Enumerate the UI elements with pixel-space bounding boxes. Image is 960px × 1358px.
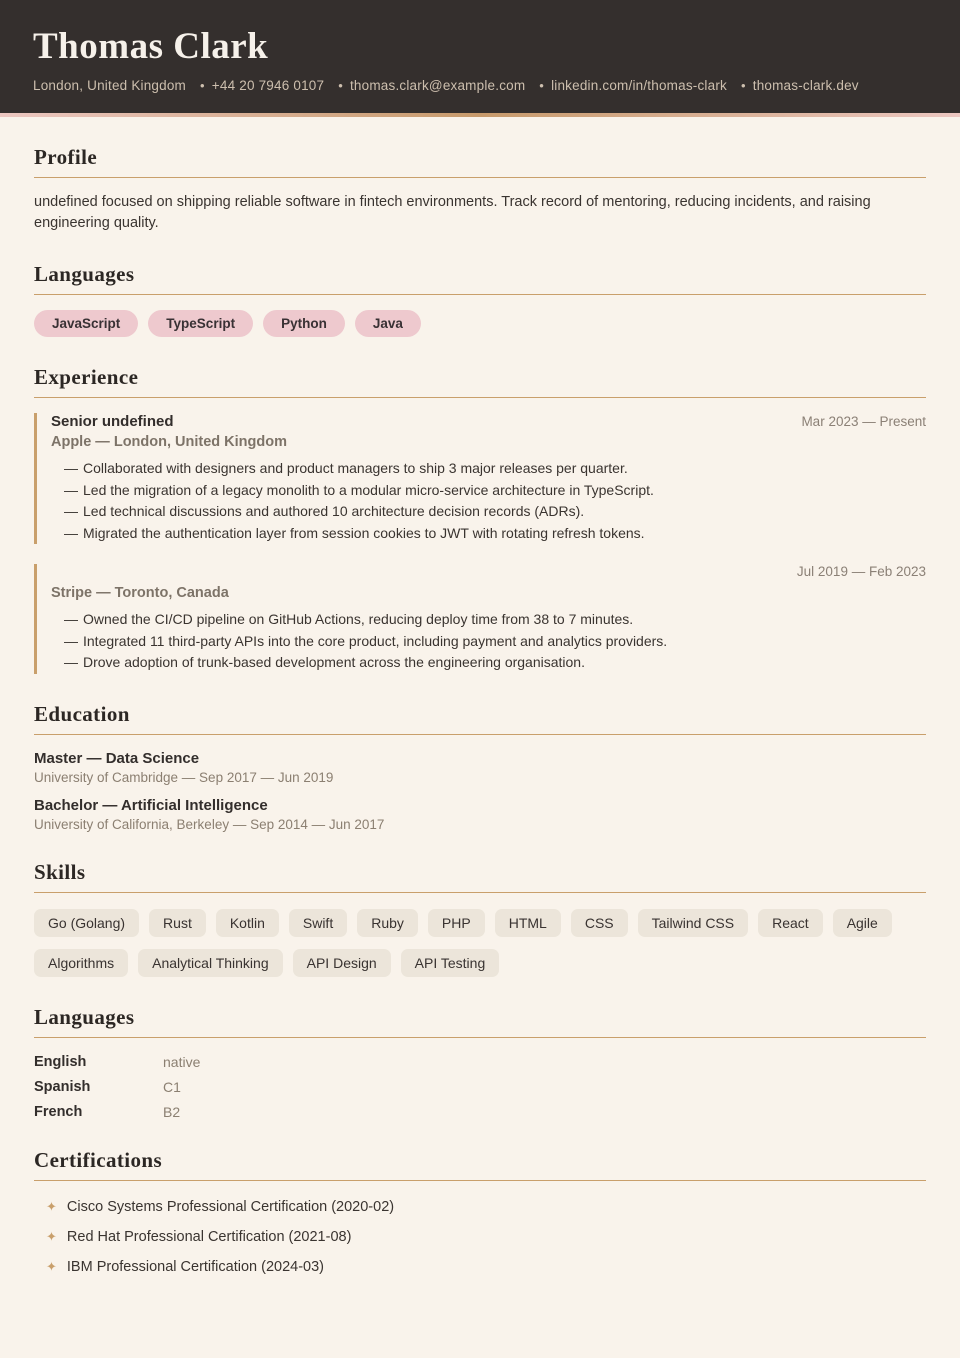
language-pill: Python <box>263 310 345 337</box>
education-heading: Education <box>34 702 926 735</box>
language-row <box>34 1054 926 1070</box>
bullet-dash: — <box>64 654 78 670</box>
job-bullet <box>64 609 926 631</box>
skill-chip: API Design <box>293 949 391 977</box>
bullet-separator: • <box>200 77 205 93</box>
education-list <box>34 750 926 832</box>
certification-item <box>34 1257 926 1277</box>
job-dates: Mar 2023 — Present <box>801 414 926 429</box>
contact-row <box>33 78 927 93</box>
language-name: French <box>34 1103 83 1120</box>
languages-tags-heading: Languages <box>34 262 926 295</box>
certifications-heading: Certifications <box>34 1148 926 1181</box>
language-pill: JavaScript <box>34 310 138 337</box>
language-level: native <box>163 1053 201 1070</box>
skill-chip: Go (Golang) <box>34 909 139 937</box>
section-education <box>34 702 926 832</box>
spoken-languages-heading: Languages <box>34 1005 926 1038</box>
job-bullets <box>51 609 926 674</box>
skill-chip: Rust <box>149 909 206 937</box>
bullet-text: Led the migration of a legacy monolith to a modular micro-service architecture in TypeScript. <box>83 481 654 498</box>
job-bullets <box>51 458 926 544</box>
resume-body <box>0 145 960 1277</box>
contact-item <box>338 78 525 93</box>
skill-chip: Swift <box>289 909 347 937</box>
bullet-separator: • <box>539 77 545 93</box>
language-pill: TypeScript <box>148 310 253 337</box>
contact-item <box>741 78 859 93</box>
language-pill: Java <box>355 310 421 337</box>
contact-item <box>200 78 324 93</box>
resume-header <box>0 0 960 113</box>
job-bullet <box>64 458 926 480</box>
education-entry <box>34 750 926 785</box>
experience-list <box>34 413 926 674</box>
candidate-name: Thomas Clark <box>33 26 269 67</box>
language-name: English <box>34 1053 87 1070</box>
language-level: C1 <box>163 1078 181 1095</box>
language-level: B2 <box>163 1103 181 1120</box>
bullet-dash: — <box>64 611 78 627</box>
section-skills <box>34 860 926 977</box>
sparkle-icon: ✦ <box>46 1258 57 1274</box>
language-name: Spanish <box>34 1078 91 1095</box>
contact-text: +44 20 7946 0107 <box>211 77 325 93</box>
bullet-dash: — <box>64 460 78 476</box>
job-company: Apple — London, United Kingdom <box>51 434 287 450</box>
degree-title: Bachelor — Artificial Intelligence <box>34 796 268 814</box>
bullet-text: Migrated the authentication layer from session cookies to JWT with rotating refresh tokens. <box>83 524 645 541</box>
job-bullet <box>64 501 926 523</box>
languages-table <box>34 1054 926 1120</box>
job-dates: Jul 2019 — Feb 2023 <box>796 564 926 579</box>
skill-chip: Agile <box>833 909 892 937</box>
bullet-text: Owned the CI/CD pipeline on GitHub Actions, reducing deploy time from 38 to 7 minutes. <box>83 611 634 627</box>
skill-chip: React <box>758 909 823 937</box>
job-bullet <box>64 480 926 502</box>
bullet-text: Integrated 11 third-party APIs into the core product, including payment and analytics providers. <box>83 632 668 649</box>
job-company: Stripe — Toronto, Canada <box>51 585 229 601</box>
section-experience <box>34 365 926 674</box>
skill-chip: Ruby <box>357 909 418 937</box>
section-spoken-languages <box>34 1005 926 1120</box>
skills-heading: Skills <box>34 860 926 893</box>
accent-divider <box>0 113 960 117</box>
bullet-text: Collaborated with designers and product managers to ship 3 major releases per quarter. <box>83 460 628 476</box>
experience-toprow <box>51 413 926 431</box>
skill-chip: HTML <box>495 909 561 937</box>
certification-list <box>34 1197 926 1277</box>
profile-text: undefined focused on shipping reliable software in fintech environments. Track record of mentoring, reducing incidents, and raising engineering quality. <box>34 194 871 231</box>
sparkle-icon: ✦ <box>46 1198 57 1214</box>
skill-chip: Tailwind CSS <box>638 909 748 937</box>
bullet-dash: — <box>64 503 78 519</box>
profile-heading: Profile <box>34 145 926 178</box>
job-bullet <box>64 652 926 674</box>
job-bullet <box>64 523 926 545</box>
skill-chip: PHP <box>428 909 485 937</box>
experience-toprow <box>51 564 926 582</box>
certification-item <box>34 1197 926 1217</box>
bullet-dash: — <box>64 524 78 541</box>
bullet-separator: • <box>338 77 343 93</box>
bullet-dash: — <box>64 632 78 649</box>
certification-text: Cisco Systems Professional Certification (2020-02) <box>66 1198 395 1215</box>
school-line: University of California, Berkeley — Sep 2014 — Jun 2017 <box>34 816 385 832</box>
bullet-text: Drove adoption of trunk-based development across the engineering organisation. <box>83 654 585 670</box>
skill-chip: API Testing <box>401 949 500 977</box>
certification-item <box>34 1227 926 1247</box>
experience-entry <box>34 564 926 674</box>
section-languages-tags <box>34 262 926 337</box>
bullet-dash: — <box>64 481 78 498</box>
section-profile <box>34 145 926 234</box>
job-title: Senior undefined <box>51 413 174 430</box>
skill-chip: Kotlin <box>216 909 279 937</box>
sparkle-icon: ✦ <box>46 1228 57 1244</box>
certification-text: IBM Professional Certification (2024-03) <box>66 1258 324 1275</box>
education-entry <box>34 797 926 832</box>
degree-title: Master — Data Science <box>34 749 200 767</box>
job-bullet <box>64 631 926 653</box>
contact-item <box>539 78 727 93</box>
contact-text: thomas.clark@example.com <box>349 77 526 93</box>
contact-text: linkedin.com/in/thomas-clark <box>551 77 727 93</box>
language-pill-row <box>34 310 926 337</box>
contact-item <box>33 78 186 93</box>
contact-text: thomas-clark.dev <box>752 77 859 93</box>
skill-chip: Analytical Thinking <box>138 949 282 977</box>
language-row <box>34 1079 926 1095</box>
contact-text: London, United Kingdom <box>33 77 187 93</box>
bullet-separator: • <box>740 77 746 93</box>
language-row <box>34 1104 926 1120</box>
experience-entry <box>34 413 926 544</box>
certification-text: Red Hat Professional Certification (2021-08) <box>66 1228 352 1245</box>
skill-chip: Algorithms <box>34 949 128 977</box>
experience-heading: Experience <box>34 365 926 398</box>
bullet-text: Led technical discussions and authored 10 architecture decision records (ADRs). <box>83 503 585 519</box>
school-line: University of Cambridge — Sep 2017 — Jun 2019 <box>34 769 334 785</box>
skill-chip: CSS <box>571 909 628 937</box>
skills-chip-row <box>34 909 924 977</box>
section-certifications <box>34 1148 926 1277</box>
